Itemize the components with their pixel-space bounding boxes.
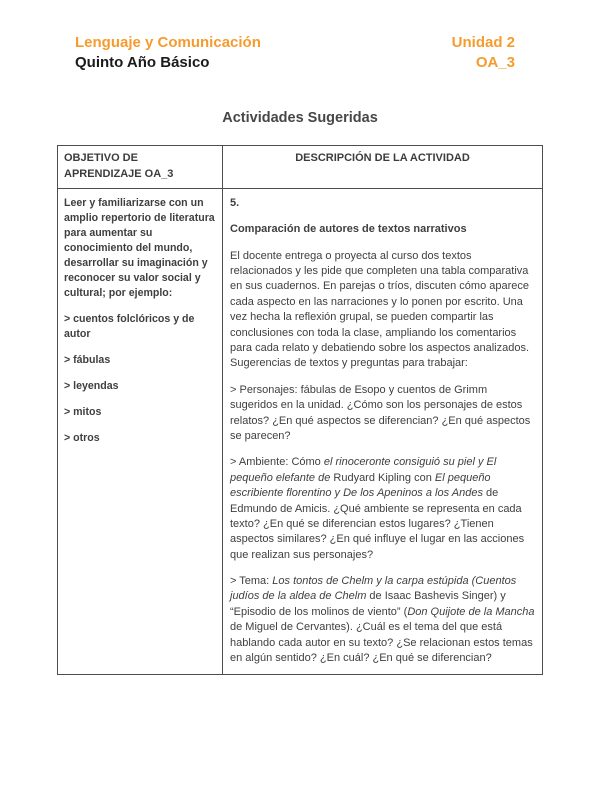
text-segment: Rudyard Kipling con bbox=[330, 471, 435, 484]
paragraph bbox=[230, 383, 535, 445]
paragraph bbox=[230, 574, 535, 666]
unit-label: Unidad 2 bbox=[451, 34, 515, 51]
page-title: Actividades Sugeridas bbox=[222, 110, 378, 126]
column-header-description: DESCRIPCIÓN DE LA ACTIVIDAD bbox=[223, 146, 543, 189]
grade-subtitle: Quinto Año Básico bbox=[75, 53, 210, 71]
paragraph bbox=[64, 312, 217, 342]
text-segment: > Ambiente: Cómo bbox=[230, 456, 324, 469]
header-left-block bbox=[75, 33, 261, 72]
table-body-row bbox=[58, 188, 543, 675]
text-segment: Leer y familiarizarse con un amplio repertorio de literatura para aumentar su conocimiento del mundo, desarrollar su imaginación y reconocer su valor social y cultural; por ejemplo: bbox=[64, 196, 215, 300]
text-segment: de Isaac Bashevis Singer) y “Episodio de los molinos de viento” ( bbox=[230, 590, 506, 618]
table-header-row bbox=[58, 146, 543, 189]
paragraph bbox=[64, 196, 217, 301]
objective-cell bbox=[58, 188, 223, 675]
italic-text-segment: Don Quijote de la Mancha bbox=[407, 605, 535, 618]
activity-description bbox=[230, 249, 535, 667]
text-segment: > Personajes: fábulas de Esopo y cuentos de Grimm sugeridos en la unidad. ¿Cómo son los personajes de estos relatos? ¿En qué aspectos se diferencian? ¿En qué aspectos se parecen? bbox=[230, 383, 531, 442]
text-segment: > fábulas bbox=[64, 354, 111, 367]
activity-number: 5. bbox=[230, 196, 240, 209]
subject-title: Lenguaje y Comunicación bbox=[75, 34, 261, 51]
paragraph bbox=[64, 405, 217, 420]
page-header bbox=[0, 0, 600, 72]
italic-text-segment: el rinoceronte consiguió su piel y El pequeño elefante de bbox=[230, 456, 497, 484]
activities-table bbox=[57, 145, 543, 675]
header-right-block bbox=[452, 33, 515, 72]
paragraph bbox=[64, 431, 217, 446]
paragraph bbox=[230, 455, 535, 563]
text-segment: > Tema: bbox=[230, 575, 273, 588]
italic-text-segment: Los tontos de Chelm y la carpa estúpida (Cuentos judíos de la aldea de Chelm bbox=[230, 575, 517, 603]
text-segment: > otros bbox=[64, 432, 100, 445]
column-header-objective: OBJETIVO DE APRENDIZAJE OA_3 bbox=[58, 146, 223, 189]
text-segment: de Miguel de Cervantes). ¿Cuál es el tema del que está hablando cada autor en su texto? ¿Se relacionan estos temas en algún sentido? ¿En cuál? ¿En qué se diferencian? bbox=[230, 621, 533, 665]
paragraph bbox=[64, 353, 217, 368]
text-segment: > mitos bbox=[64, 406, 102, 419]
italic-text-segment: El pequeño escribiente florentino y De los Apeninos a los Andes bbox=[230, 471, 491, 500]
text-segment: de Edmundo de Amicis. ¿Qué ambiente se representa en cada texto? ¿En qué se diferencian estos lugares? ¿Tienen aspectos similares? ¿En qué influye el lugar en las acciones que realizan sus personajes? bbox=[230, 487, 525, 561]
text-segment: El docente entrega o proyecta al curso dos textos relacionados y les pide que completen una tabla comparativa en sus cuadernos. En parejas o tríos, discuten cómo aparece cada aspecto en las narraciones y lo ponen por escrito. Una vez hecha la reflexión grupal, se pueden compartir las conclusiones con toda la clase, ampliando los comentarios para cada relato y debatiendo sobre los aspectos analizados. Sugerencias de textos y preguntas para trabajar: bbox=[230, 249, 530, 370]
text-segment: > leyendas bbox=[64, 380, 119, 393]
oa-code-label: OA_3 bbox=[475, 53, 515, 71]
paragraph bbox=[64, 379, 217, 394]
text-segment: > cuentos folclóricos y de autor bbox=[64, 313, 195, 341]
paragraph bbox=[230, 249, 535, 372]
activity-title: Comparación de autores de textos narrativos bbox=[230, 223, 467, 236]
activity-cell bbox=[223, 188, 543, 675]
